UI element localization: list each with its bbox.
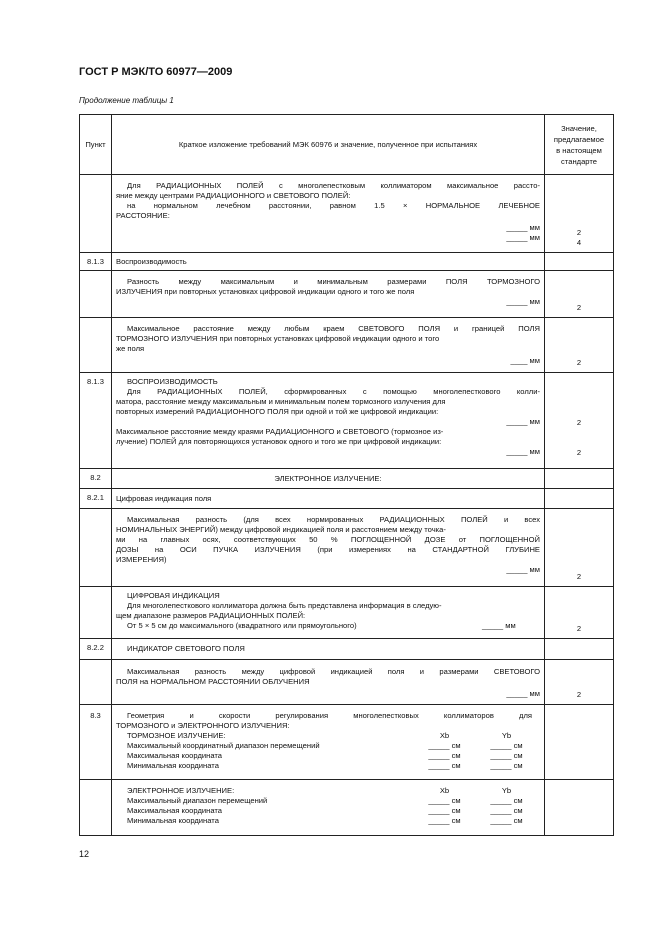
header-requirement: Краткое изложение требований МЭК 60976 и значение, полученное при испытаниях — [112, 115, 545, 175]
clause-cell — [80, 509, 112, 587]
text-line: Для многолепесткового коллиматора должна быть представлена информация в следую- — [127, 601, 442, 610]
text-line: ИЗЛУЧЕНИЯ при повторных установках цифровой индикации одного и того же поля — [116, 287, 415, 296]
text-line: Разность между максимальным и минимальным размерами ПОЛЯ ТОРМОЗНОГО — [127, 277, 540, 286]
text-line: лучение) ПОЛЕЙ для повторяющихся установок одного и того же при цифровой индикации: — [116, 437, 442, 446]
requirements-table — [79, 114, 614, 836]
text-line: Максимальный координатный диапазон перемещений — [127, 741, 320, 750]
clause-cell — [80, 660, 112, 705]
value-cell — [545, 509, 614, 587]
measure-blank: _____ см — [428, 796, 461, 805]
value-cell — [545, 489, 614, 509]
clause-cell: 8.1.3 — [80, 373, 112, 469]
text-line: повторных измерений РАДИАЦИОННОГО ПОЛЯ при одной и той же цифровой индикации: — [116, 407, 439, 416]
clause-cell — [80, 318, 112, 373]
text-line: Для РАДИАЦИОННЫХ ПОЛЕЙ, сформированных с помощью многолепесткового колли- — [127, 387, 540, 396]
requirement-cell — [112, 469, 545, 489]
clause-cell: 8.2 — [80, 469, 112, 489]
table-row — [80, 318, 614, 373]
text-line: на нормальном лечебном расстоянии, равном 1.5 × НОРМАЛЬНОЕ ЛЕЧЕБНОЕ — [127, 201, 540, 210]
measure-blank: _____ мм — [506, 297, 540, 306]
text-line: Максимальная координата — [127, 806, 222, 815]
clause-cell: 8.3 — [80, 705, 112, 780]
table-row — [80, 587, 614, 639]
value: 2 — [576, 690, 582, 699]
value-cell — [545, 660, 614, 705]
text-line: ЦИФРОВАЯ ИНДИКАЦИЯ — [127, 591, 220, 600]
text-line: Максимальный диапазон перемещений — [127, 796, 268, 805]
table-row — [80, 509, 614, 587]
table-row — [80, 780, 614, 836]
text-line: Максимальная координата — [127, 751, 222, 760]
text-line: ДОЗЫ на ОСИ ПУЧКА ИЗЛУЧЕНИЯ (при измерениях на СТАНДАРТНОЙ ГЛУБИНЕ — [116, 545, 540, 554]
measure-blank: _____ см — [428, 741, 461, 750]
text-line: ЭЛЕКТРОННОЕ ИЗЛУЧЕНИЕ: — [127, 786, 235, 795]
text-line: Минимальная координата — [127, 761, 219, 770]
measure-blank: _____ мм — [482, 621, 516, 630]
yb-header: Yb — [501, 786, 512, 795]
yb-header: Yb — [501, 731, 512, 740]
requirement-cell — [112, 373, 545, 469]
value-cell — [545, 469, 614, 489]
requirement-cell — [112, 705, 545, 780]
table-row — [80, 469, 614, 489]
text-line: Максимальная разность (для всех нормированных РАДИАЦИОННЫХ ПОЛЕЙ и всех — [127, 515, 540, 524]
clause-cell — [80, 175, 112, 253]
header-value-line: предлагаемое — [553, 134, 605, 144]
clause-cell: 8.1.3 — [80, 253, 112, 271]
clause-cell: 8.2.1 — [80, 489, 112, 509]
value: 2 — [576, 358, 582, 367]
table-header-row — [80, 115, 614, 175]
value: 2 — [576, 303, 582, 312]
text-line: же поля — [116, 344, 145, 353]
text-line: яние между центрами РАДИАЦИОННОГО и СВЕТОВОГО ПОЛЕЙ: — [116, 191, 351, 200]
requirement-cell: Цифровая индикация поля — [112, 489, 545, 509]
table-row — [80, 373, 614, 469]
requirement-cell: ИНДИКАТОР СВЕТОВОГО ПОЛЯ — [112, 639, 545, 660]
table-row — [80, 253, 614, 271]
header-value-line: в настоящем — [556, 145, 602, 155]
measure-blank: _____ см — [490, 741, 523, 750]
text-line: щем диапазоне размеров РАДИАЦИОННЫХ ПОЛЕЙ: — [116, 611, 306, 620]
measure-blank: ____ мм — [510, 356, 540, 365]
measure-blank: _____ см — [490, 751, 523, 760]
text-line: ПОЛЯ на НОРМАЛЬНОМ РАССТОЯНИИ ОБЛУЧЕНИЯ — [116, 677, 310, 686]
header-value-line: стандарте — [561, 156, 597, 166]
text-line: ТОРМОЗНОГО и ЭЛЕКТРОННОГО ИЗЛУЧЕНИЯ: — [116, 721, 290, 730]
xb-header: Xb — [439, 786, 450, 795]
measure-blank: _____ см — [490, 806, 523, 815]
page-number: 12 — [79, 849, 90, 859]
measure-blank: _____ см — [490, 816, 523, 825]
requirement-cell — [112, 780, 545, 836]
text-line: ТОРМОЗНОГО ИЗЛУЧЕНИЯ при повторных установках цифровой индикации одного и того — [116, 334, 440, 343]
measure-blank: _____ см — [490, 796, 523, 805]
text-line: ИЗМЕРЕНИЯ) — [116, 555, 167, 564]
coordinate-grid — [116, 731, 532, 771]
value-cell — [545, 253, 614, 271]
value: 4 — [576, 238, 582, 247]
requirement-cell: Воспроизводимость — [112, 253, 545, 271]
value-cell — [545, 587, 614, 639]
document-title: ГОСТ Р МЭК/ТО 60977—2009 — [79, 66, 233, 78]
measure-blank: _____ мм — [506, 223, 540, 232]
text-line: ми на главных осях, соответствующих 50 % ПОГЛОЩЕННОЙ ДОЗЕ от ПОГЛОЩЕННОЙ — [116, 535, 540, 544]
text-line: РАССТОЯНИЕ: — [116, 211, 170, 220]
measure-blank: _____ мм — [506, 417, 540, 426]
value-cell — [545, 175, 614, 253]
text-line: Максимальное расстояние между любым краем СВЕТОВОГО ПОЛЯ и границей ПОЛЯ — [127, 324, 540, 333]
value-cell — [545, 639, 614, 660]
table-row — [80, 639, 614, 660]
measure-blank: _____ мм — [506, 447, 540, 456]
clause-cell: 8.2.2 — [80, 639, 112, 660]
text-line: матора, расстояние между максимальным и минимальным полем тормозного излучения для — [116, 397, 446, 406]
value: 2 — [576, 624, 582, 633]
measure-blank: _____ мм — [506, 233, 540, 242]
measure-blank: _____ см — [428, 806, 461, 815]
text-line: Геометрия и скорости регулирования многолепестковых коллиматоров для — [127, 711, 532, 720]
table-row — [80, 660, 614, 705]
header-value-line: Значение, — [561, 123, 597, 133]
clause-cell — [80, 271, 112, 318]
text-line: Минимальная координата — [127, 816, 219, 825]
requirement-cell — [112, 587, 545, 639]
text-line — [116, 621, 540, 631]
requirement-cell — [112, 271, 545, 318]
measure-blank: _____ см — [428, 816, 461, 825]
value-cell — [545, 318, 614, 373]
text-line: ВОСПРОИЗВОДИМОСТЬ — [127, 377, 218, 386]
value: 2 — [576, 448, 582, 457]
text-line: ТОРМОЗНОЕ ИЗЛУЧЕНИЕ: — [127, 731, 226, 740]
text-line: НОМИНАЛЬНЫХ ЭНЕРГИЙ) между цифровой индикацией поля и расстоянием между точка- — [116, 525, 446, 534]
table-continuation: Продолжение таблицы 1 — [79, 96, 174, 105]
measure-blank: _____ см — [428, 751, 461, 760]
value-cell — [545, 373, 614, 469]
coordinate-grid — [116, 786, 532, 826]
value: 2 — [576, 418, 582, 427]
table-row — [80, 705, 614, 780]
header-clause: Пункт — [80, 115, 112, 175]
clause-cell — [80, 780, 112, 836]
value-cell — [545, 705, 614, 780]
header-value — [545, 115, 614, 175]
measure-blank: _____ см — [490, 761, 523, 770]
requirement-cell — [112, 660, 545, 705]
table-row — [80, 489, 614, 509]
text-line: Для РАДИАЦИОННЫХ ПОЛЕЙ с многолепестковым коллиматором максимальное рассто- — [127, 181, 540, 190]
table-row — [80, 175, 614, 253]
measure-blank: _____ мм — [506, 565, 540, 574]
requirement-cell — [112, 318, 545, 373]
table-row — [80, 271, 614, 318]
range-text: От 5 × 5 см до максимального (квадратного или прямоугольного) — [127, 621, 357, 630]
measure-blank: _____ мм — [506, 689, 540, 698]
value-cell — [545, 271, 614, 318]
requirement-cell — [112, 509, 545, 587]
section-heading: ЭЛЕКТРОННОЕ ИЗЛУЧЕНИЕ: — [274, 474, 382, 483]
requirement-cell — [112, 175, 545, 253]
text-line: Максимальная разность между цифровой индикацией поля и размерами СВЕТОВОГО — [127, 667, 540, 676]
value: 2 — [576, 572, 582, 581]
xb-header: Xb — [439, 731, 450, 740]
value-cell — [545, 780, 614, 836]
text-line: Максимальное расстояние между краями РАДИАЦИОННОГО и СВЕТОВОГО (тормозное из- — [116, 427, 444, 436]
measure-blank: _____ см — [428, 761, 461, 770]
value: 2 — [576, 228, 582, 237]
clause-cell — [80, 587, 112, 639]
